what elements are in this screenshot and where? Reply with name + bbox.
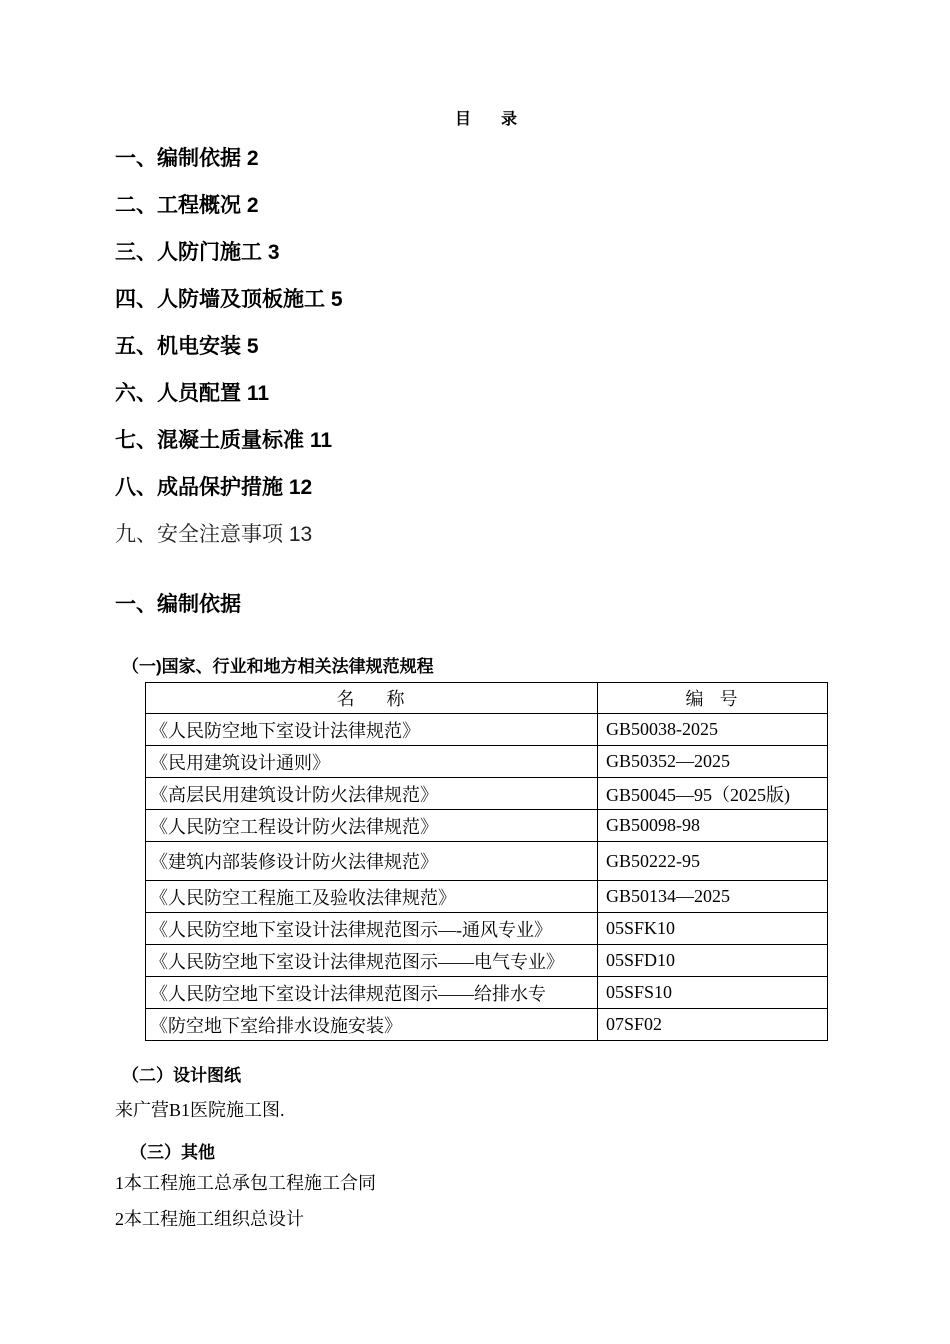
table-cell-code: GB50134—2025 xyxy=(598,881,828,913)
subsection-heading: （一)国家、行业和地方相关法律规范规程 xyxy=(122,657,434,676)
subsection-heading: （二）设计图纸 xyxy=(122,1066,241,1085)
table-cell-code: GB50352—2025 xyxy=(598,746,828,778)
table-cell-code: 07SF02 xyxy=(598,1009,828,1041)
table-row xyxy=(146,842,828,881)
toc-item[interactable]: 四、人防墙及顶板施工 5 xyxy=(115,288,343,311)
table-row xyxy=(146,1009,828,1041)
table-row xyxy=(146,913,828,945)
toc-item[interactable]: 六、人员配置 11 xyxy=(115,382,270,405)
table-cell-code: 05SFD10 xyxy=(598,945,828,977)
table-cell-name: 《建筑内部装修设计防火法律规范》 xyxy=(146,842,598,881)
table-row xyxy=(146,810,828,842)
table-cell-name: 《高层民用建筑设计防火法律规范》 xyxy=(146,778,598,810)
subsection-heading: （三）其他 xyxy=(130,1143,215,1162)
standards-table xyxy=(145,682,828,1041)
table-row xyxy=(146,714,828,746)
table-of-contents xyxy=(115,140,343,563)
table-row xyxy=(146,778,828,810)
list-item: 2本工程施工组织总设计 xyxy=(115,1209,304,1229)
toc-title-char-1: 目 xyxy=(454,111,473,128)
table-cell-name: 《人民防空地下室设计法律规范图示——电气专业》 xyxy=(146,945,598,977)
table-row xyxy=(146,977,828,1009)
toc-item[interactable]: 二、工程概况 2 xyxy=(115,194,259,217)
table-header-name: 名 称 xyxy=(146,683,598,714)
table-cell-code: GB50222-95 xyxy=(598,842,828,881)
toc-item[interactable]: 五、机电安装 5 xyxy=(115,335,259,358)
table-cell-name: 《人民防空工程设计防火法律规范》 xyxy=(146,810,598,842)
table-header-code: 编 号 xyxy=(598,683,828,714)
table-cell-name: 《民用建筑设计通则》 xyxy=(146,746,598,778)
toc-item[interactable]: 三、人防门施工 3 xyxy=(115,241,280,264)
paragraph: 来广营B1医院施工图. xyxy=(115,1100,285,1120)
table-cell-name: 《人民防空工程施工及验收法律规范》 xyxy=(146,881,598,913)
table-row xyxy=(146,945,828,977)
table-header-row xyxy=(146,683,828,714)
table-row xyxy=(146,881,828,913)
section-heading: 一、编制依据 xyxy=(115,593,241,616)
toc-title-char-2: 录 xyxy=(501,111,520,128)
toc-item[interactable]: 九、安全注意事项 13 xyxy=(115,523,313,546)
list-item: 1本工程施工总承包工程施工合同 xyxy=(115,1173,376,1193)
toc-title xyxy=(0,106,950,129)
table-cell-name: 《人民防空地下室设计法律规范图示—-通风专业》 xyxy=(146,913,598,945)
table-cell-code: GB50045—95（2025版) xyxy=(598,778,828,810)
table-row xyxy=(146,746,828,778)
table-cell-code: 05SFS10 xyxy=(598,977,828,1009)
table-cell-code: GB50038-2025 xyxy=(598,714,828,746)
table-cell-name: 《防空地下室给排水设施安装》 xyxy=(146,1009,598,1041)
table-cell-name: 《人民防空地下室设计法律规范》 xyxy=(146,714,598,746)
table-cell-code: GB50098-98 xyxy=(598,810,828,842)
toc-item[interactable]: 八、成品保护措施 12 xyxy=(115,476,313,499)
toc-item[interactable]: 七、混凝土质量标准 11 xyxy=(115,429,333,452)
toc-item[interactable]: 一、编制依据 2 xyxy=(115,147,259,170)
table-cell-code: 05SFK10 xyxy=(598,913,828,945)
table-cell-name: 《人民防空地下室设计法律规范图示——给排水专 xyxy=(146,977,598,1009)
